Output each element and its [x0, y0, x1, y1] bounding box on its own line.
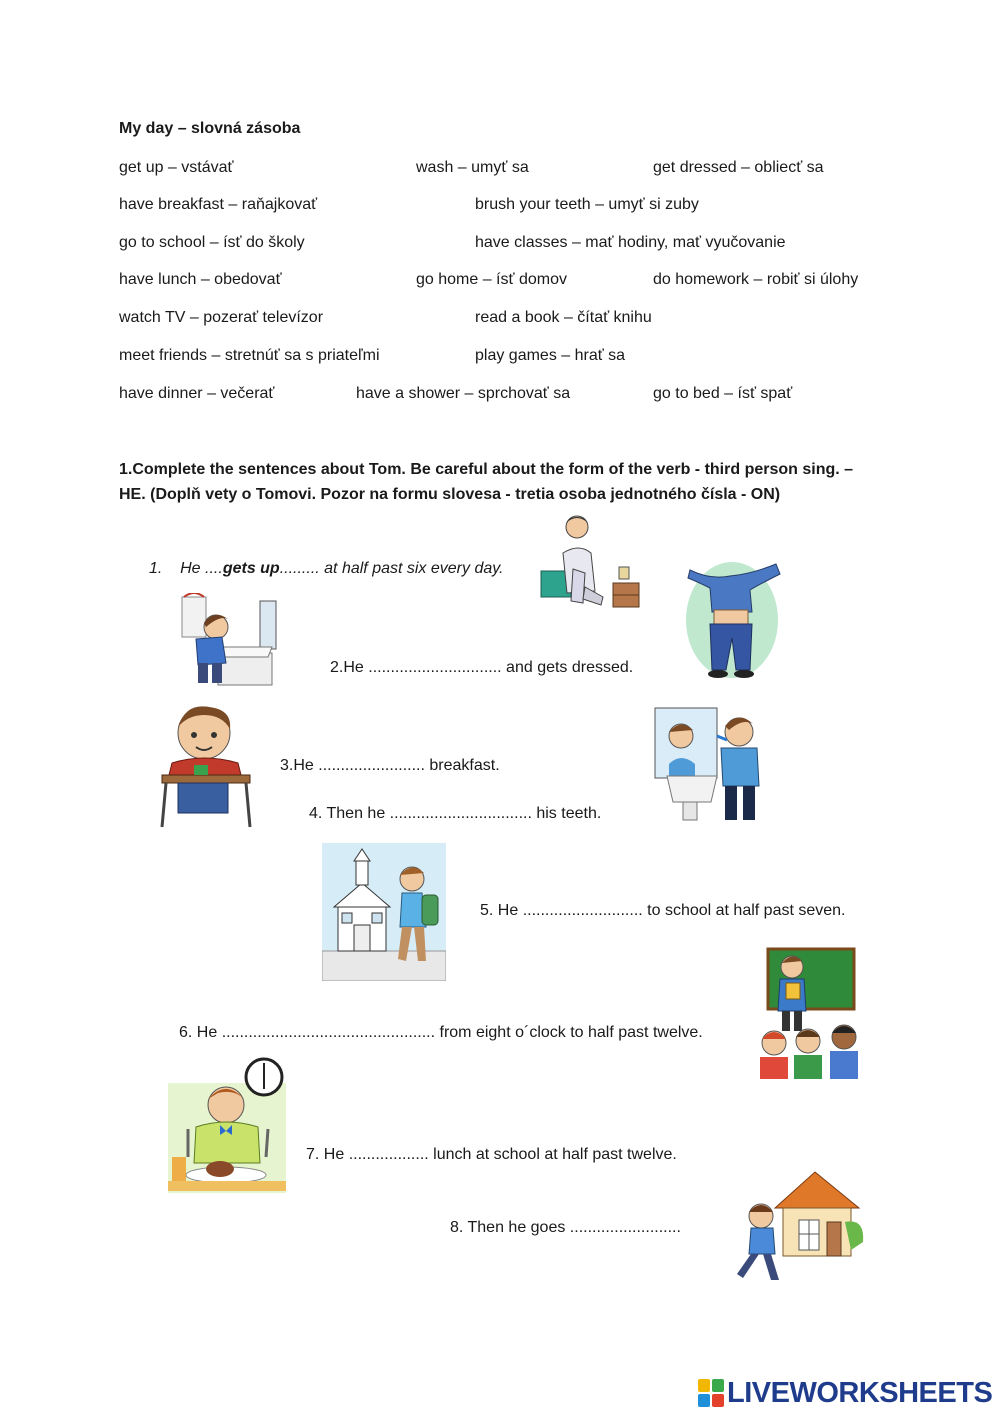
- liveworksheets-logo: [698, 1376, 992, 1410]
- vocab-item: have dinner – večerať: [119, 385, 275, 402]
- vocab-item: play games – hrať sa: [475, 347, 626, 364]
- vocab-item: have a shower – sprchovať sa: [356, 385, 571, 402]
- vocab-item: meet friends – stretnúť sa s priateľmi: [119, 347, 380, 364]
- exercise-instruction: [119, 457, 879, 507]
- vocab-item: go to school – ísť do školy: [119, 234, 305, 251]
- vocab-item: have breakfast – raňajkovať: [119, 196, 318, 213]
- brushing-teeth-picture: [653, 706, 765, 824]
- vocab-item: read a book – čítať knihu: [475, 309, 652, 326]
- sentence-6[interactable]: 6. He ................................................ from eight o´clock to half past twelve.: [179, 1024, 703, 1041]
- vocab-item: go to bed – ísť spať: [653, 385, 793, 402]
- vocab-item: get dressed – obliecť sa: [653, 159, 824, 176]
- sentence-3[interactable]: 3.He ........................ breakfast.: [280, 757, 500, 774]
- sentence-8[interactable]: 8. Then he goes .........................: [450, 1219, 681, 1236]
- classes-picture: [756, 945, 862, 1083]
- lunch-picture: [168, 1053, 288, 1195]
- sentence-1-answer: gets up: [222, 560, 280, 577]
- getting-dressed-picture: [680, 560, 784, 682]
- logo-mark-icon: [698, 1379, 724, 1407]
- washing-picture: [178, 593, 280, 687]
- sentence-2[interactable]: 2.He .............................. and gets dressed.: [330, 659, 634, 676]
- sentence-5[interactable]: 5. He ........................... to school at half past seven.: [480, 902, 846, 919]
- sentence-1-start: He ....: [180, 560, 223, 577]
- logo-text: LIVEWORKSHEETS: [727, 1376, 993, 1409]
- vocab-title: My day – slovná zásoba: [119, 120, 301, 137]
- school-picture: [322, 843, 446, 981]
- going-home-picture: [735, 1162, 867, 1284]
- breakfast-picture: [158, 703, 254, 831]
- vocab-item: get up – vstávať: [119, 159, 234, 176]
- sentence-7[interactable]: 7. He .................. lunch at school at half past twelve.: [306, 1146, 677, 1163]
- sentence-1: [149, 560, 504, 578]
- vocab-item: watch TV – pozerať televízor: [119, 309, 324, 326]
- getting-up-picture: [533, 513, 645, 613]
- vocab-item: brush your teeth – umyť si zuby: [475, 196, 699, 213]
- sentence-4[interactable]: 4. Then he ................................ his teeth.: [309, 805, 602, 822]
- vocab-item: have lunch – obedovať: [119, 271, 282, 288]
- sentence-1-number: 1.: [149, 560, 163, 577]
- vocab-item: go home – ísť domov: [416, 271, 567, 288]
- vocab-item: have classes – mať hodiny, mať vyučovanie: [475, 234, 786, 251]
- sentence-1-end: ......... at half past six every day.: [279, 560, 504, 577]
- instruction-line-2: HE. (Doplň vety o Tomovi. Pozor na formu slovesa - tretia osoba jednotného čísla - ON): [119, 486, 781, 503]
- instruction-line-1: 1.Complete the sentences about Tom. Be careful about the form of the verb - third person sing. –: [119, 461, 854, 478]
- vocab-item: wash – umyť sa: [416, 159, 529, 176]
- vocab-item: do homework – robiť si úlohy: [653, 271, 859, 288]
